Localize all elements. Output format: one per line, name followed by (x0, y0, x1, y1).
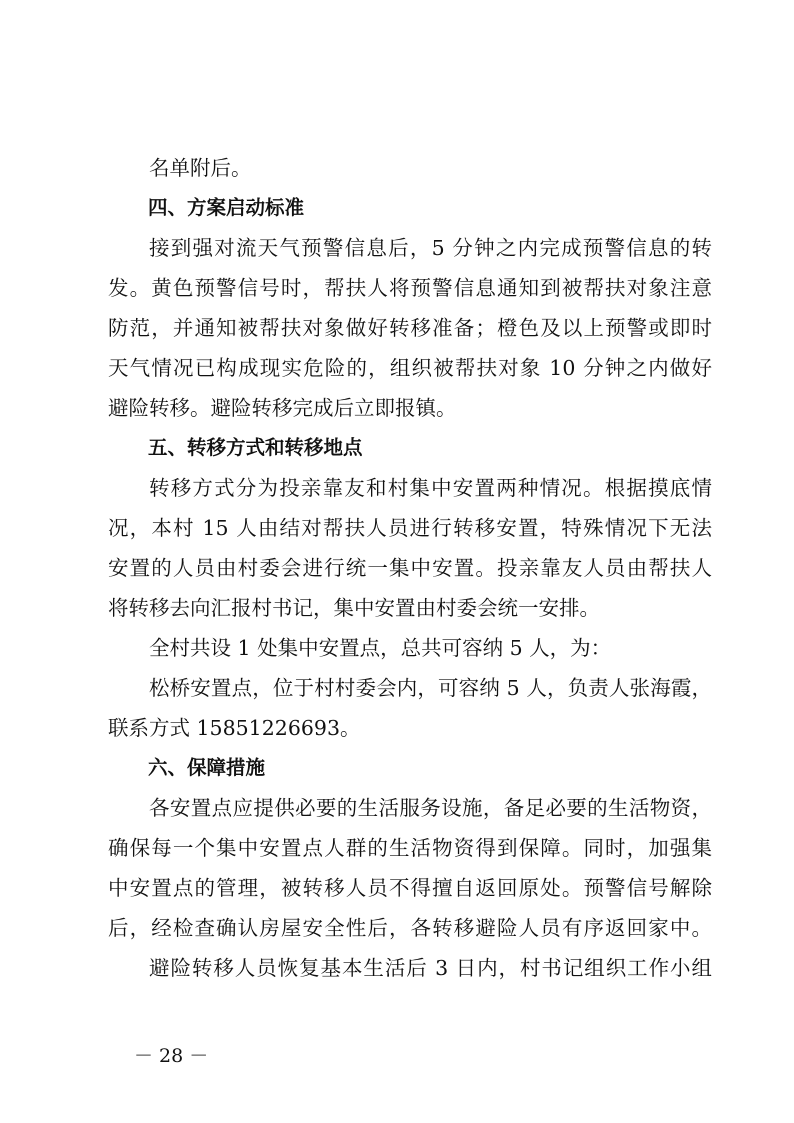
page-number: － 28 － (134, 1045, 209, 1067)
text-line: 松桥安置点，位于村村委会内，可容纳 5 人，负责人张海霞， (149, 676, 712, 700)
text-line: 各安置点应提供必要的生活服务设施，备足必要的生活物资， (149, 796, 712, 820)
text-line: 安置的人员由村委会进行统一集中安置。投亲靠友人员由帮扶人 (108, 556, 712, 580)
text-line: 发。黄色预警信号时，帮扶人将预警信息通知到被帮扶对象注意 (108, 276, 712, 300)
text-line: 后，经检查确认房屋安全性后，各转移避险人员有序返回家中。 (108, 916, 712, 940)
text-line: 避险转移人员恢复基本生活后 3 日内，村书记组织工作小组 (149, 956, 712, 980)
text-line: 避险转移。避险转移完成后立即报镇。 (108, 396, 457, 420)
text-line: 况，本村 15 人由结对帮扶人员进行转移安置，特殊情况下无法 (108, 516, 712, 540)
section-heading: 五、转移方式和转移地点 (148, 436, 363, 459)
text-line: 转移方式分为投亲靠友和村集中安置两种情况。根据摸底情 (149, 476, 712, 500)
text-line: 将转移去向汇报村书记，集中安置由村委会统一安排。 (108, 596, 600, 620)
text-line: 中安置点的管理，被转移人员不得擅自返回原处。预警信号解除 (108, 876, 712, 900)
section-heading: 六、保障措施 (148, 756, 266, 779)
text-line: 名单附后。 (149, 156, 252, 180)
text-line: 防范，并通知被帮扶对象做好转移准备；橙色及以上预警或即时 (108, 316, 712, 340)
text-line: 接到强对流天气预警信息后，5 分钟之内完成预警信息的转 (149, 236, 712, 260)
text-line: 联系方式 15851226693。 (108, 716, 361, 740)
text-line: 确保每一个集中安置点人群的生活物资得到保障。同时，加强集 (108, 836, 712, 860)
section-heading: 四、方案启动标准 (148, 196, 305, 219)
text-line: 天气情况已构成现实危险的，组织被帮扶对象 10 分钟之内做好 (108, 356, 712, 380)
text-line: 全村共设 1 处集中安置点，总共可容纳 5 人，为： (149, 636, 612, 660)
body-text (108, 148, 712, 988)
